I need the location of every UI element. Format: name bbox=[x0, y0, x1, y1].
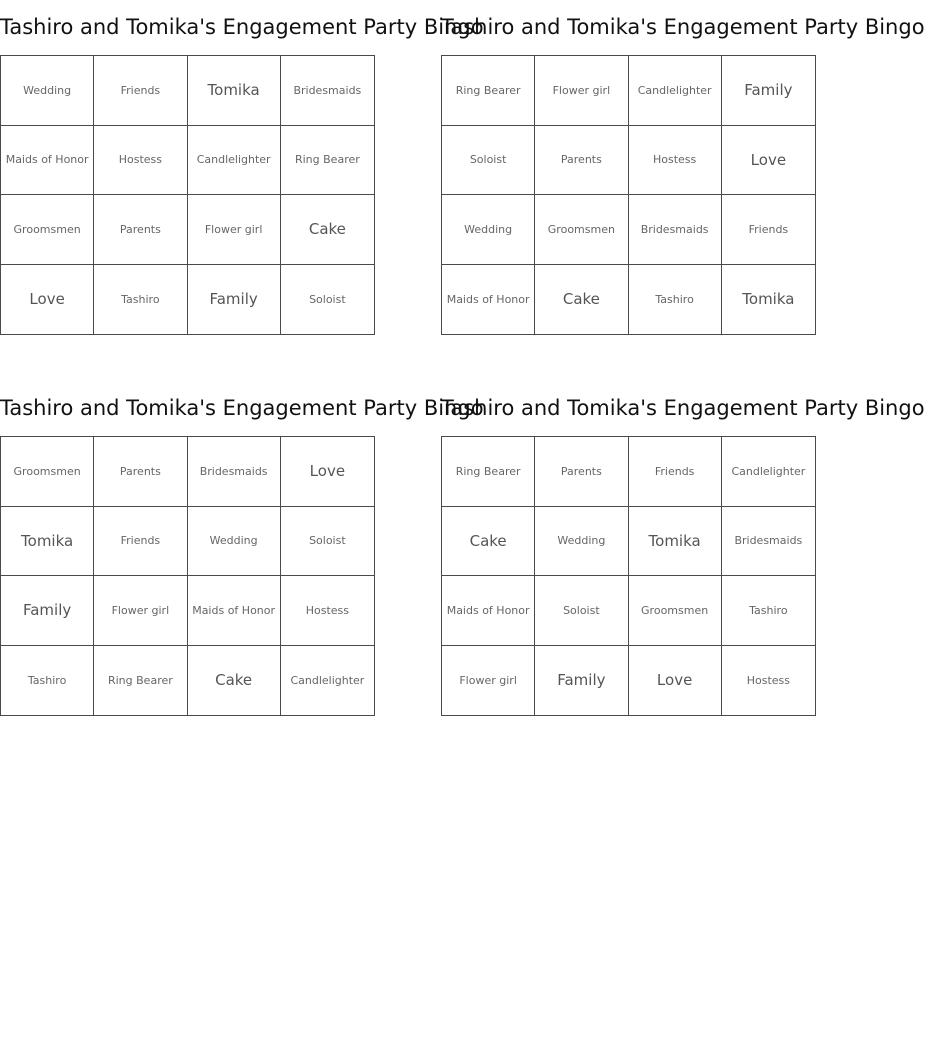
bingo-card-4 bbox=[441, 381, 925, 716]
card-title: Tashiro and Tomika's Engagement Party Bingo bbox=[441, 396, 925, 420]
bingo-cell: Hostess bbox=[746, 673, 791, 687]
bingo-cell: Friends bbox=[722, 195, 815, 265]
bingo-cell: Groomsmen bbox=[1, 195, 94, 265]
bingo-cell: Hostess bbox=[629, 126, 722, 196]
bingo-cell: Maids of Honor bbox=[188, 576, 281, 646]
bingo-cell: Tomika bbox=[742, 290, 795, 309]
bingo-cell: Parents bbox=[535, 126, 628, 196]
bingo-cell: Maids of Honor bbox=[1, 126, 94, 196]
bingo-cell: Family bbox=[535, 646, 628, 716]
bingo-cell: Family bbox=[188, 265, 281, 335]
bingo-cell: Bridesmaids bbox=[722, 507, 815, 577]
bingo-cell: Soloist bbox=[309, 292, 346, 306]
bingo-cell: Candlelighter bbox=[722, 437, 815, 507]
bingo-cell: Cake bbox=[442, 507, 535, 577]
bingo-cell: Tashiro bbox=[629, 265, 722, 335]
bingo-cell: Parents bbox=[535, 437, 628, 507]
card-title: Tashiro and Tomika's Engagement Party Bingo bbox=[0, 15, 484, 39]
bingo-cell: Love bbox=[629, 646, 722, 716]
bingo-cell: Family bbox=[1, 576, 94, 646]
bingo-cell: Maids of Honor bbox=[442, 576, 535, 646]
bingo-cell: Hostess bbox=[94, 126, 187, 196]
bingo-card-2 bbox=[441, 0, 925, 335]
bingo-cell: Cake bbox=[535, 265, 628, 335]
bingo-cell: Ring Bearer bbox=[442, 56, 535, 126]
bingo-cell: Parents bbox=[94, 195, 187, 265]
bingo-cell: Tomika bbox=[1, 507, 94, 577]
bingo-cell: Soloist bbox=[281, 507, 374, 577]
bingo-cell: Bridesmaids bbox=[188, 437, 281, 507]
bingo-cell: Bridesmaids bbox=[281, 56, 374, 126]
bingo-cell: Tomika bbox=[188, 56, 281, 126]
bingo-cell: Friends bbox=[629, 437, 722, 507]
bingo-cell: Tomika bbox=[629, 507, 722, 577]
bingo-cell: Candlelighter bbox=[290, 673, 365, 687]
bingo-cell: Wedding bbox=[535, 507, 628, 577]
bingo-cell: Friends bbox=[94, 56, 187, 126]
bingo-cell: Candlelighter bbox=[629, 56, 722, 126]
bingo-cell: Hostess bbox=[281, 576, 374, 646]
bingo-cell: Soloist bbox=[535, 576, 628, 646]
bingo-cell: Bridesmaids bbox=[629, 195, 722, 265]
bingo-cell: Groomsmen bbox=[1, 437, 94, 507]
bingo-cell: Friends bbox=[94, 507, 187, 577]
bingo-cell: Ring Bearer bbox=[94, 646, 187, 716]
bingo-cell: Cake bbox=[281, 195, 374, 265]
bingo-cell: Family bbox=[722, 56, 815, 126]
bingo-cell: Cake bbox=[188, 646, 281, 716]
bingo-cell: Groomsmen bbox=[535, 195, 628, 265]
bingo-cell: Love bbox=[1, 265, 94, 335]
bingo-card-3 bbox=[0, 381, 484, 716]
bingo-cell: Wedding bbox=[442, 195, 535, 265]
bingo-cell: Tashiro bbox=[94, 265, 187, 335]
bingo-cell: Wedding bbox=[188, 507, 281, 577]
bingo-card-1 bbox=[0, 0, 484, 335]
bingo-cell: Love bbox=[281, 437, 374, 507]
bingo-cell: Candlelighter bbox=[188, 126, 281, 196]
bingo-cell: Tashiro bbox=[1, 646, 94, 716]
bingo-cell: Love bbox=[722, 126, 815, 196]
bingo-cell: Ring Bearer bbox=[281, 126, 374, 196]
bingo-grid bbox=[441, 55, 816, 335]
bingo-cell: Flower girl bbox=[94, 576, 187, 646]
bingo-cell: Soloist bbox=[442, 126, 535, 196]
bingo-grid bbox=[441, 436, 816, 716]
bingo-cell: Tashiro bbox=[722, 576, 815, 646]
card-title: Tashiro and Tomika's Engagement Party Bingo bbox=[441, 15, 925, 39]
bingo-cell: Flower girl bbox=[442, 646, 535, 716]
bingo-grid bbox=[0, 436, 375, 716]
bingo-cell: Parents bbox=[94, 437, 187, 507]
bingo-cell: Flower girl bbox=[535, 56, 628, 126]
card-title: Tashiro and Tomika's Engagement Party Bingo bbox=[0, 396, 484, 420]
bingo-cell: Maids of Honor bbox=[442, 265, 535, 335]
bingo-cell: Groomsmen bbox=[629, 576, 722, 646]
bingo-cell: Ring Bearer bbox=[442, 437, 535, 507]
bingo-cell: Flower girl bbox=[188, 195, 281, 265]
bingo-grid bbox=[0, 55, 375, 335]
bingo-cell: Wedding bbox=[1, 56, 94, 126]
